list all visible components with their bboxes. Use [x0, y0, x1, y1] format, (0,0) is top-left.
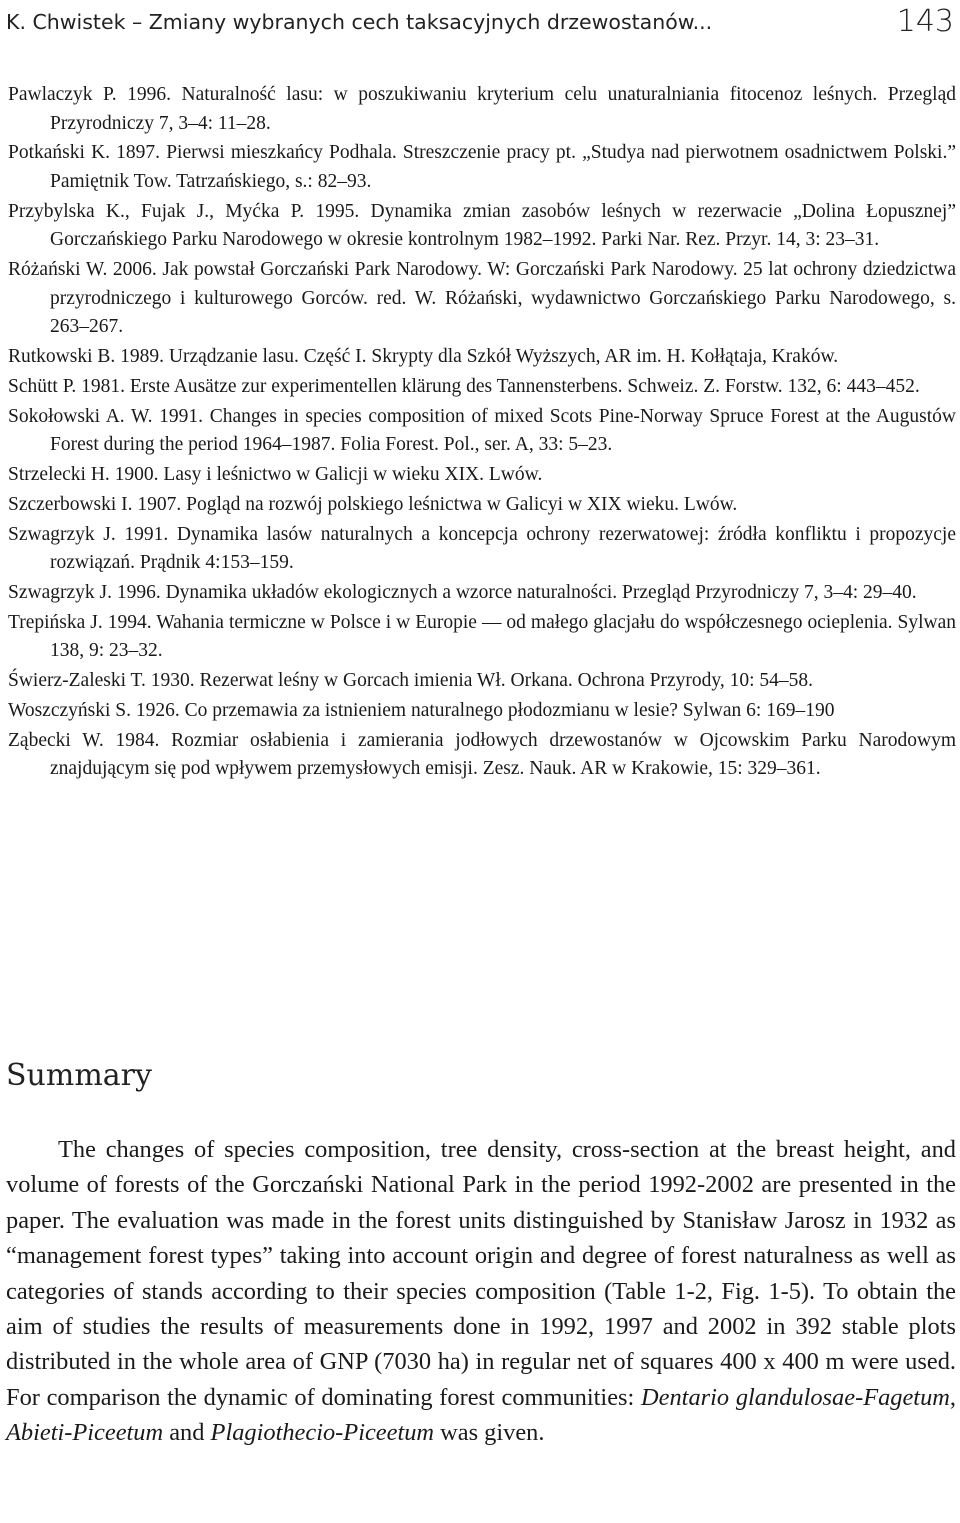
- species-name: Abieti-Piceetum: [6, 1419, 164, 1447]
- running-title: K. Chwistek – Zmiany wybranych cech taksacyjnych drzewostanów...: [6, 10, 713, 34]
- reference-entry: Woszczyński S. 1926. Co przemawia za istnieniem naturalnego płodozmianu w lesie? Sylwan 6: 169–190: [8, 699, 835, 721]
- reference-entry: Trepińska J. 1994. Wahania termiczne w Polsce i w Europie — od małego glacjału do współczesnego ocieplenia. Sylwan 138, 9: 23–32.: [8, 611, 956, 662]
- reference-entry: Szwagrzyk J. 1996. Dynamika układów ekologicznych a wzorce naturalności. Przegląd Przyrodniczy 7, 3–4: 29–40.: [8, 581, 917, 603]
- reference-entry: Przybylska K., Fujak J., Myćka P. 1995. Dynamika zmian zasobów leśnych w rezerwacie „Dolina Łopusznej” Gorczańskiego Parku Narodowego w okresie kontrolnym 1982–1992. Parki Nar. Rez. Przyr. 14, 3: 23–31.: [8, 200, 956, 251]
- reference-entry: Świerz-Zaleski T. 1930. Rezerwat leśny w Gorcach imienia Wł. Orkana. Ochrona Przyrody, 10: 54–58.: [8, 670, 814, 692]
- reference-entry: Ząbecki W. 1984. Rozmiar osłabienia i zamierania jodłowych drzewostanów w Ojcowskim Parku Narodowym znajdującym się pod wpływem przemysłowych emisji. Zesz. Nauk. AR w Krakowie, 15: 329–361.: [8, 729, 956, 780]
- reference-entry: Szwagrzyk J. 1991. Dynamika lasów naturalnych a koncepcja ochrony rezerwatowej: źródła konfliktu i propozycje rozwiązań. Prądnik 4:153–159.: [8, 523, 956, 574]
- summary-separator: ,: [949, 1383, 957, 1411]
- reference-entry: Pawlaczyk P. 1996. Naturalność lasu: w poszukiwaniu kryterium celu unaturalniania fitocenoz leśnych. Przegląd Przyrodniczy 7, 3–4: 11–28.: [8, 84, 956, 134]
- summary-text: was given.: [434, 1419, 545, 1447]
- summary-separator: and: [163, 1419, 211, 1447]
- reference-entry: Rutkowski B. 1989. Urządzanie lasu. Część I. Skrypty dla Szkół Wyższych, AR im. H. Kołłątaja, Kraków.: [8, 346, 839, 368]
- reference-entry: Strzelecki H. 1900. Lasy i leśnictwo w Galicji w wieku XIX. Lwów.: [8, 464, 543, 486]
- reference-entry: Różański W. 2006. Jak powstał Gorczański Park Narodowy. W: Gorczański Park Narodowy. 25 lat ochrony dziedzictwa przyrodniczego i kulturowego Gorców. red. W. Różański, wydawnictwo Gorczańskiego Parku Narodowego, s. 263–267.: [8, 259, 956, 338]
- reference-entry: Sokołowski A. W. 1991. Changes in species composition of mixed Scots Pine-Norway Spruce Forest at the Augustów Forest during the period 1964–1987. Folia Forest. Pol., ser. A, 33: 5–23.: [8, 405, 956, 456]
- reference-entry: Schütt P. 1981. Erste Ausätze zur experimentellen klärung des Tannensterbens. Schweiz. Z. Forstw. 132, 6: 443–452.: [8, 375, 920, 397]
- species-name: Dentario glandulosae-Fagetum: [641, 1383, 950, 1411]
- running-header: [6, 4, 954, 44]
- reference-list: [8, 81, 956, 785]
- species-name: Plagiothecio-Piceetum: [210, 1419, 435, 1447]
- summary-heading: Summary: [6, 1058, 152, 1093]
- page-number: 143: [896, 4, 954, 39]
- reference-entry: Potkański K. 1897. Pierwsi mieszkańcy Podhala. Streszczenie pracy pt. „Studya nad pierwotnem osadnictwem Polski.” Pamiętnik Tow. Tatrzańskiego, s.: 82–93.: [8, 142, 956, 192]
- summary-paragraph: [6, 1132, 956, 1451]
- summary-text: The changes of species composition, tree density, cross-section at the breast height, and volume of forests of the Gorczański National Park in the period 1992-2002 are presented in the paper. The evaluation was made in the forest units distinguished by Stanisław Jarosz in 1932 as “management forest types” taking into account origin and degree of forest naturalness as well as categories of stands according to their species composition (Table 1-2, Fig. 1-5). To obtain the aim of studies the results of measurements done in 1992, 1997 and 2002 in 392 stable plots distributed in the whole area of GNP (7030 ha) in regular net of squares 400 x 400 m were used. For comparison the dynamic of dominating forest communities:: [6, 1136, 956, 1411]
- reference-entry: Szczerbowski I. 1907. Pogląd na rozwój polskiego leśnictwa w Galicyi w XIX wieku. Lwów.: [8, 493, 738, 515]
